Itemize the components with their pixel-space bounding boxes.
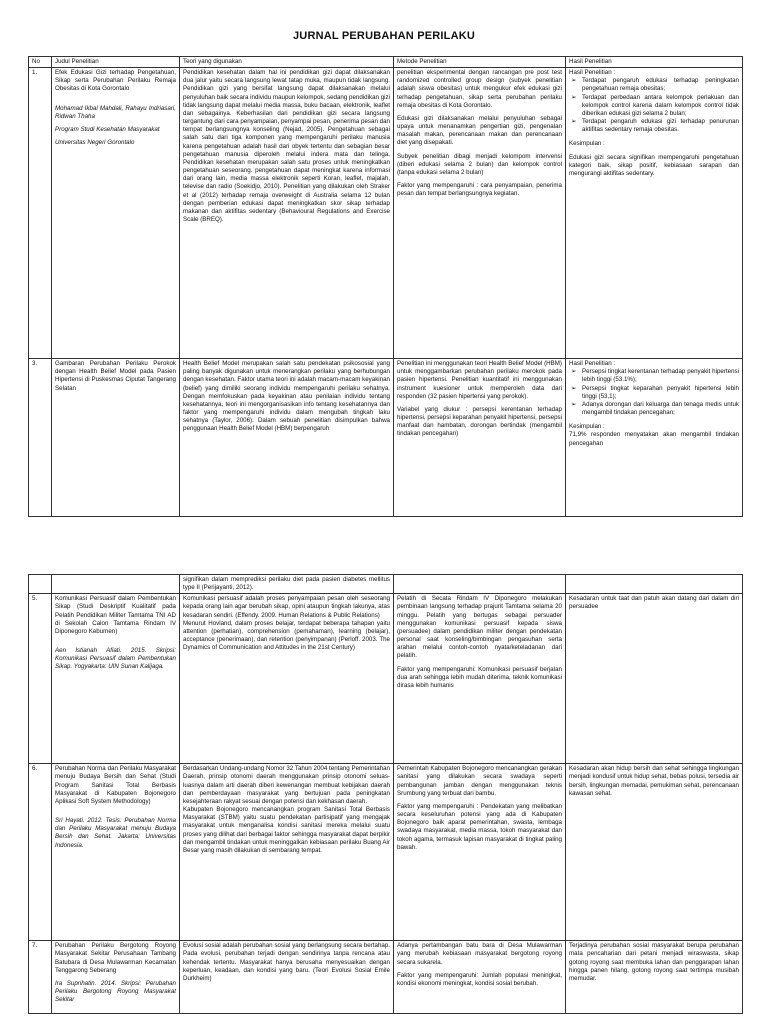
metode-cell <box>394 359 566 517</box>
hasil-cell <box>566 941 743 1014</box>
hasil-item: ➢ Terdapat pengaruh edukasi terhadap peningkatan pengetahuan remaja obesitas; <box>582 77 739 93</box>
row-number: 6. <box>29 764 52 941</box>
teori-cell <box>180 594 394 764</box>
metode-factors: Faktor yang mempengaruhi : cara penyampaian, penerima pesan dan tempat berlangsungnya kegiatan. <box>397 182 562 198</box>
hasil-cell <box>566 594 743 764</box>
hasil-cell <box>566 764 743 941</box>
hasil-cell <box>566 359 743 517</box>
hasil-text: Kesadaran untuk taat dan patuh akan datang dari dalam diri persuadee <box>569 595 739 611</box>
header-no: No <box>29 57 52 68</box>
header-metode: Metode Penelitian <box>394 57 566 68</box>
kesimpulan-heading: Kesimpulan : <box>569 423 605 431</box>
judul-text: Efek Edukasi Gizi terhadap Pengetahuan, Sikap serta Perubahan Perilaku Remaja Obesitas di Kota Gorontalo <box>55 69 176 93</box>
hasil-heading: Hasil Penelitian : <box>569 360 616 368</box>
metode-cell <box>394 68 566 359</box>
teori-text: Menurut Hovland, dalam proses belajar, terdapat beberapa tahapan yaitu attention (perhatian), comprehension (pemahaman), learning (belajar), acceptance (penerimaan), dan retention (penyimpanan) (Perloff. 2003. The Dynamics of Communication and Attitudes in the 21st Century) <box>183 619 390 652</box>
metode-text: Edukasi gizi dilaksanakan melalui penyuluhan sebagai upaya untuk menanamkan pengertian gizi, pengenalan masalah makan, perencanaan makan dan perencanaan diet yang disepakati. <box>397 114 562 147</box>
teori-text: Komunikasi persuasif adalah proses penyampaian pesan oleh seseorang kepada orang lain agar berubah sikap, opini ataupun tingkah lakunya, atas kesadaran sendiri. (Effendy. 2009. Human Relations & Public Relations) <box>183 595 390 619</box>
metode-cell <box>394 594 566 764</box>
reference-text: Sri Hayati. 2012. Tesis: Perubahan Norma dan Perilaku Masyarakat menuju Budaya Bersih dan Sehat. Jakarta: Universitas Indonesia. <box>55 817 176 849</box>
table-header-row <box>29 57 743 68</box>
teori-text: Pendidikan kesehatan dalam hal ini pendidikan gizi dapat dilaksanakan dua jalur yaitu secara langsung lewat tatap muka, maupun tidak langsung. Pendidikan gizi yang bersifat langsung dapat dilaksanakan melalui penyuluhan baik secara individu maupun kelompok, sedang pendidikan gizi tidak langsung dapat melalui media massa, buku bacaan, elektronik, leaflet dan sebagainya. Keberhasilan dari pendidikan gizi secara langsung tergantung dari cara penyampaian, penyampai pesan, penerima pesan dan tempat berlangsungnya konseling (Nejad, 2005). Pengetahuan sebagai salah satu dari tiga komponen yang mempengaruhi perilaku manusia karena pengetahuan adalah hasil dari obyek tertentu dan sebagian besar pengetahuan manusia diperoleh melalui indera mata dan telinga. Pendidikan kesehatan merupakan salah satu proses untuk meningkatkan pengetahuan seseorang. pengetahuan dapat meningkat karena informasi dari orang lain, media massa elektronik seperti Koran, leaflet, majalah, televise dan radio (Soekidjo, 2010). Penelitian yang dilakukan oleh Straker et al (2012) terhadap remaja overweight di Australia selama 12 bulan dengan pemberian edukasi dapat meningkatkan skor sikap terhadap makanan dan aktifitas sedentary (Behavioural Regulations and Exercise Scale (BREQ). <box>183 69 390 223</box>
judul-text: Gambaran Perubahan Perilaku Perokok dengan Health Belief Model pada Pasien Hipertensi di Puskesmas Ciputat Tangerang Selatan <box>55 360 176 392</box>
metode-text: Pemerintah Kabupaten Bojonegoro mencanangkan gerakan sanitasi yang dilakukan secara swadaya seperti pembangunan jamban dengan menggunakan teknis Srumbung yang terbuat dari bambu. <box>397 765 562 797</box>
row-number: 7. <box>29 941 52 1014</box>
row-number: 5. <box>29 594 52 764</box>
table-row <box>29 359 743 517</box>
teori-cell <box>180 941 394 1014</box>
document-title: JURNAL PERUBAHAN PERILAKU <box>292 30 476 42</box>
teori-text: Berdasarkan Undang-undang Nomor 32 Tahun 2004 tentang Pemerintahan Daerah, prinsip otonomi daerah menggunakan prinsip otonomi seluas-luasnya dalam arti daerah diberi kewenangan membuat kebijakan daerah dan pemberdayaan masyarakat yang bertujuan pada peningkatan kesejahteraan rakyat sesuai dengan potensi dan kekhasan daerah. <box>183 765 390 805</box>
hasil-list <box>569 368 739 417</box>
teori-text: signifikan dalam memprediksi perilaku diet pada pasien diabetes mellitus type II (Perijayanti, 2012). <box>183 576 390 592</box>
hasil-item: ➢ Adanya dorongan dari keluarga dan tenaga medis untuk mengambil tindakan pencegahan; <box>582 401 739 417</box>
kesimpulan-text: 71,9% responden menyatakan akan mengambil tindakan pencegahan <box>569 431 739 447</box>
table-row <box>29 764 743 941</box>
hasil-heading: Hasil Penelitian : <box>569 69 616 77</box>
metode-factors: Faktor yang mempengaruhi : Pendekatan yang melibatkan secara keseluruhan potensi yang ada di Kabupaten Bojonegoro baik aparat pemerintahan, swasta, lembaga swadaya masyarakat, media massa, tokoh masyarakat dan tokoh agama, termasuk lapisan masyarakat di tingkat paling bawah. <box>397 802 562 851</box>
hasil-item: ➢ Persepsi tingkat keparahan penyakit hipertensi lebih tinggi (53,1); <box>582 385 739 401</box>
hasil-text: Kesadaran akan hidup bersih dan sehat sehingga lingkungan menjadi kondusif untuk hidup sehat, bebas polusi, tersedia air bersih, lingkungan memadai, pemukiman sehat, perencanaan kawasan sehat. <box>569 765 739 797</box>
hasil-cell <box>566 68 743 359</box>
teori-text: Evolusi sosial adalah perubahan sosial yang berlangsung secara bertahap. Pada evolusi, perubahan terjadi dengan sendirinya tanpa rencana atau kehendak tertentu. Masyarakat hanya berusaha menyesuaikan dengan keperluan, keadaan, dan kondisi yang baru. (Teori Evolusi Sosial Emile Durkheim) <box>183 942 390 982</box>
university: Universitas Negeri Gorontalo <box>55 139 135 147</box>
judul-text: Komunikasi Persuasif dalam Pembentukan Sikap (Studi Deskriptif Kualitatif pada Pelatih Pendidikan Militer Tamtama TNI AD di Sekolah Calon Tamtama Rindam IV Diponegoro Kebumen) <box>55 595 176 635</box>
teori-cell <box>180 575 394 594</box>
header-teori: Teori yang digunakan <box>180 57 394 68</box>
table-row-continuation <box>29 575 743 594</box>
hasil-item: ➢ Persepsi tingkat kerentanan terhadap penyakit hipertensi lebih tinggi (53.1%); <box>582 368 739 384</box>
study-program: Program Studi Kesehatan Masyarakat <box>55 125 160 133</box>
judul-cell <box>52 594 180 764</box>
judul-text: Perubahan Norma dan Perilaku Masyarakat menuju Budaya Bersih dan Sehat (Studi Program Sanitasi Total Berbasis Masyarakat di Kabupaten Bojonegoro Aplikasi Soft System Methodology) <box>55 765 176 805</box>
judul-cell <box>52 764 180 941</box>
journal-table-part-2 <box>28 574 743 1014</box>
judul-cell <box>52 941 180 1014</box>
metode-variables: Variabel yang diukur : persepsi kerentanan terhadap hipertensi, persepsi keparahan penyakit hipertensi, persepsi manfaat dan hambatan, dorongan bertindak (mengambil tindakan pencegahan) <box>397 405 562 438</box>
teori-cell <box>180 359 394 517</box>
metode-text: penelitian eksperimental dengan rancangan pre post test randomized controlled group design (subyek penelitian adalah siswa obesitas) untuk mengukur efek edukasi gizi terhadap pengetahuan, sikap serta perubahan perilaku remaja obesitas di Kota Gorontalo. <box>397 69 562 109</box>
metode-text: Subyek penelitian dibagi menjadi kelompom intervensi (diberi edukasi selama 2 bulan) dan kelompok control (tanpa edukasi selama 2 bulan) <box>397 152 562 176</box>
metode-text: Penelitian ini menggunakan teori Health Belief Model (HBM) untuk menggambarkan perubahan perilaku merokok pada pasien hipertensi. Penelitian kuantitatif ini menggunakan instrument kuesioner untuk memperoleh data dari responden (32 pasien hipertensi yang perokok). <box>397 360 562 400</box>
teori-cell <box>180 68 394 359</box>
teori-text: Health Belief Model merupakan salah satu pendekatan psikososial yang paling banyak digunakan untuk menerangkan perilaku yang berhubungan dengan kesehatan. Faktor utama teori ini adalah macam-macam keyakinan (belief) yang dimiliki seorang individu mempengaruhi perilaku sehatnya. Dengan memfokuskan pada keyakinan atau penilaian individu tentang kesehatannya, teori ini mengorganisasikan info tentang kesehatannya dan faktor yang mempengaruhi individu dalam mengubah tingkah laku sehatnya (Taylor, 2006). Dalam sebuah penelitian disimpulkan bahwa penggunaan Health Belief Model (HBM) berpengaruh <box>183 360 390 433</box>
reference-text: Aen Istianah Afiati. 2015. Skripsi: Komunikasi Persuasif dalam Pembentukan Sikap. Yogyakarta: UIN Sunan Kalijaga. <box>55 647 176 671</box>
judul-cell <box>52 359 180 517</box>
metode-text: Adanya pertambangan batu bara di Desa Mulawarman yang merubah kebiasaan masyarakat bergotong royong secara sukarela. <box>397 942 562 966</box>
kesimpulan-text: Edukasi gizi secara signifikan mempengaruhi pengetahuan kategori baik, sikap positif, kebiasaan sarapan dan mengurangi aktifitas sedentary. <box>569 153 739 177</box>
table-row <box>29 594 743 764</box>
header-judul: Judul Penelitian <box>52 57 180 68</box>
row-number: 3. <box>29 359 52 517</box>
judul-cell <box>52 68 180 359</box>
row-number: 1. <box>29 68 52 359</box>
metode-factors: Faktor yang mempengaruhi: Komunikasi persuasif berjalan dua arah sehingga lebih mudah diterima, teknik komunikasi dirasa lebih humanis <box>397 665 562 689</box>
kesimpulan-heading: Kesimpulan : <box>569 140 605 148</box>
table-row <box>29 68 743 359</box>
metode-cell <box>394 941 566 1014</box>
metode-cell <box>394 764 566 941</box>
teori-cell <box>180 764 394 941</box>
teori-text: Kabupaten Bojonegoro mencanangkan program Sanitasi Total Berbasis Masyarakat (STBM) yaitu suatu pendekatan partisipatif yang mengajak masyarakat untuk menganalisa kondisi sanitasi mereka melalui suatu proses yang dilihat dari berbagai faktor sehingga masyarakat dapat berpikir dan mengambil tindakan untuk meninggalkan kebiasaan perilaku Buang Air Besar yang masih dilakukan di sembarang tempat. <box>183 806 390 854</box>
metode-factors: Faktor yang mempengaruhi: Jumlah populasi meningkat, kondisi ekonomi meningkat, kondisi sosial berubah. <box>397 971 562 987</box>
hasil-text: Terjadinya perubahan sosial masyarakat berupa perubahan mata pencaharian dari petani menjadi wiraswasta, sikap gotong royong saat membuka lahan dan penggarapan lahan hingga panen hilang, gotong royong saat tertimpa musibah memudar. <box>569 942 739 982</box>
reference-text: Ira Suprihatin. 2014. Skripsi: Perubahan Perilaku Bergotong Royong Masyarakat Sekitar <box>55 979 176 1004</box>
metode-text: Pelatih di Secata Rindam IV Diponegoro melakukan pembinaan langsung terhadap prajurit Tamtama selama 20 minggu. Pelatih yang bertugas sebagai persuader menggunakan komunikasi persuasif kepada siswa (persuadee) dalam pendidikan militer dengan pendekatan personal saat konseling/bimbingan pengasuhan serta arahan melalui contoh-contoh nyata/keteladanan dari pelatih. <box>397 595 562 660</box>
journal-table-part-1 <box>28 56 743 517</box>
hasil-list <box>569 77 739 134</box>
judul-text: Perubahan Perilaku Bergotong Royong Masyarakat Sekitar Perusahaan Tambang Batubara di Desa Mulawarman Kecamatan Tenggarong Seberang <box>55 942 176 974</box>
table-row <box>29 941 743 1014</box>
hasil-item: ➢ Terdapat perbedaan antara kelompok perlakuan dan kelompok control karena dalam kelompok control tidak diberikan edukasi gizi selama 2 bulan; <box>582 94 739 118</box>
hasil-item: ➢ Terdapat pengaruh edukasi gizi terhadap penurunan aktifitas sedentary remaja obesitas. <box>582 118 739 134</box>
header-hasil: Hasil Penelitian <box>566 57 743 68</box>
author-names: Mohamad Ikbal Mahdali, Rahayu Indriasari, Ridwan Thaha <box>55 104 176 120</box>
